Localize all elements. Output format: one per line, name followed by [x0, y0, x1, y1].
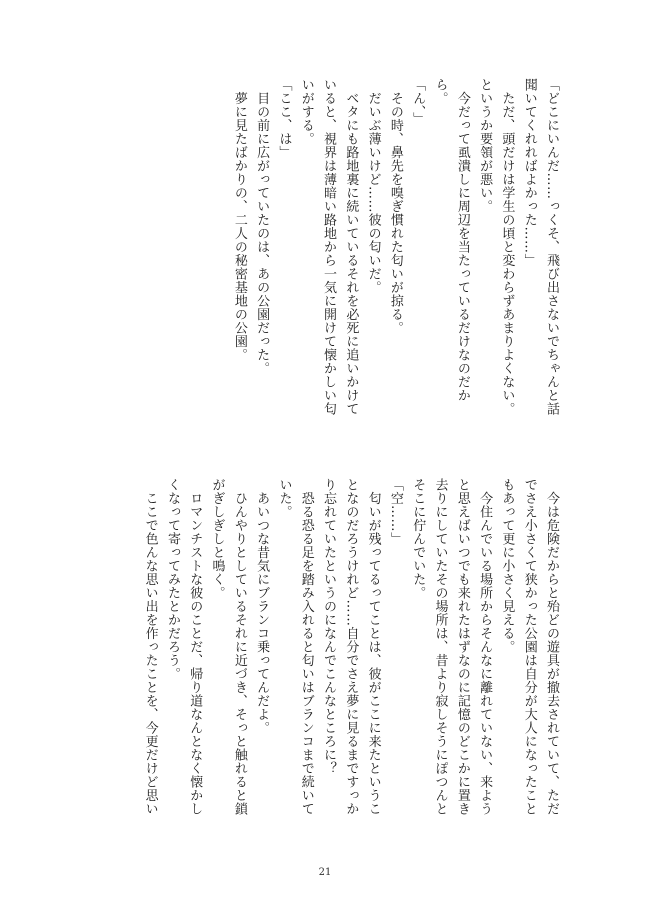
text-line: 夢に見たばかりの、二人の秘密基地の公園。: [231, 78, 247, 362]
text-line: 「ここ、は」: [276, 78, 292, 159]
text-line: となのだろうけれど……自分でさえ夢に見るまですっか: [343, 478, 359, 816]
text-line: と思えばいつでも来れたはずなのに記憶のどこかに置き: [454, 478, 470, 816]
text-line: いがする。: [298, 78, 314, 146]
text-line: くなって寄ってみたとかだろう。: [164, 478, 180, 681]
text-line: 「どこにいんだ……っくそ、飛び出さないでちゃんと話: [544, 78, 559, 416]
text-line: だいぶ薄いけど……彼の匂いだ。: [365, 78, 381, 294]
text-line: いた。: [276, 478, 292, 519]
text-line: ロマンチストな彼のことだ、帰り道なんとなく懐かし: [187, 478, 203, 816]
text-line: り忘れていたというのになんでこんなところに？: [321, 478, 337, 775]
text-line: 目の前に広がっていたのは、あの公園だった。: [254, 78, 270, 375]
text-line: でさえ小さくて狭かった公園は自分が大人になったこと: [521, 478, 537, 816]
lower-text-block: [107, 478, 562, 853]
text-line: 「空……」: [387, 478, 403, 546]
text-line: ら。: [432, 78, 448, 105]
text-line: がぎしぎしと鳴く。: [209, 478, 225, 600]
text-line: 去りにしていたその場所は、昔より寂しそうにぽつんと: [432, 478, 448, 816]
text-line: ここで色んな思い出を作ったことを、今更だけど思い: [142, 478, 158, 816]
text-line: ベタにも路地裏に続いているそれを必死に追いかけて: [343, 78, 359, 416]
text-line: 今は危険だからと殆どの遊具が撤去されていて、ただ: [544, 478, 559, 816]
text-line: ひんやりとしているそれに近づき、そっと触れると鎖: [231, 478, 247, 816]
page-number: 21: [318, 867, 332, 878]
text-line: 「ん、」: [410, 78, 426, 126]
text-line: そこに佇んでいた。: [410, 478, 426, 600]
text-line: もあって更に小さく見える。: [499, 478, 515, 654]
text-line: いると、視界は薄暗い路地から一気に開けて懐かしい匂: [321, 78, 337, 416]
text-line: 恐る恐る足を踏み入れると匂いはブランコまで続いて: [298, 478, 314, 816]
text-line: 聞いてくれればよかった……」: [521, 78, 537, 267]
text-line: 今住んでいる場所からそんなに離れていない、来よう: [477, 478, 493, 816]
text-line: その時、鼻先を嗅ぎ慣れた匂いが掠る。: [387, 78, 403, 335]
text-line: 匂いが残ってるってことは、彼がここに来たというこ: [365, 478, 381, 816]
text-line: ただ、頭だけは学生の頃と変わらずあまりよくない。: [499, 78, 515, 416]
text-line: 今だって虱潰しに周辺を当たっているだけなのだか: [454, 78, 470, 402]
text-line: あいつな昔気にブランコ乗ってんだよ。: [254, 478, 270, 735]
upper-text-block: [107, 78, 562, 453]
text-line: というか要領が悪い。: [477, 78, 493, 213]
